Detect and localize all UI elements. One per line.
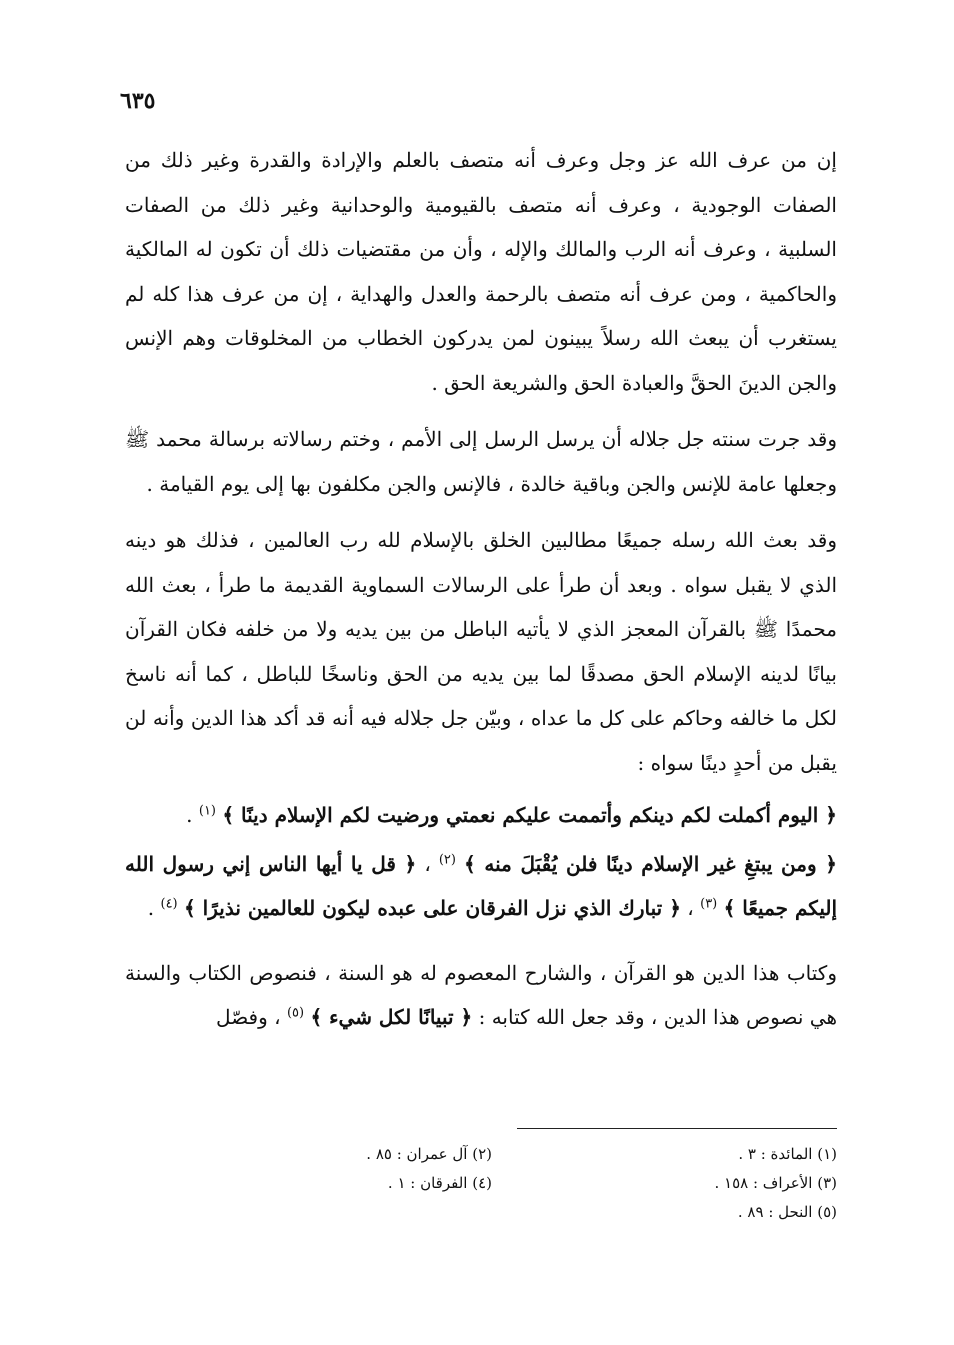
quran-verse: ﴿ تبارك الذي نزل الفرقان على عبده ليكون للعالمين نذيرًا ﴾ — [183, 896, 681, 920]
footnote-ref[interactable]: (٥) — [286, 1005, 305, 1021]
footnote-ref[interactable]: (١) — [198, 803, 216, 819]
paragraph-5 — [125, 951, 837, 1040]
paragraph-5-end: ، وفصّل — [216, 1005, 287, 1029]
footnote-ref[interactable]: (٤) — [160, 896, 178, 912]
paragraph-2: وقد جرت سنته جل جلاله أن يرسل الرسل إلى الأمم ، وختم رسالاته برسالة محمد ﷺ وجعلها عامة للإنس والجن وباقية خالدة ، فالإنس والجن مكلفون بها إلى يوم القيامة . — [125, 427, 837, 496]
punctuation: . — [186, 803, 199, 827]
footnote-ref[interactable]: (٣) — [700, 896, 718, 912]
verse-paragraph-2 — [125, 842, 837, 931]
paragraph-1: إن من عرف الله عز وجل وعرف أنه متصف بالعلم والإرادة والقدرة وغير ذلك من الصفات الوجودية ، وعرف أنه متصف بالقيومية والوحدانية وغير ذلك من الصفات السلبية ، وعرف أنه الرب والمالك والإله ، وأن من مقتضيات ذلك أن تكون له المالكية والحاكمية ، ومن عرف أنه متصف بالرحمة والعدل والهداية ، إن من عرف هذا كله لم يستغرب أن يبعث الله رسلاً يبينون لمن يدركون الخطاب من المخلوقات وهم الإنس والجن الدينَ الحقَّ والعبادة الحق والشريعة الحق . — [125, 148, 837, 395]
quran-verse: ﴿ اليوم أكملت لكم دينكم وأتممت عليكم نعمتي ورضيت لكم الإسلام دينًا ﴾ — [222, 803, 837, 827]
page-number: ٦٣٥ — [120, 88, 156, 114]
main-text — [125, 138, 837, 1040]
separator: ، — [416, 851, 439, 876]
footnote-item: (٣) الأعراف : ١٥٨ . — [714, 1174, 837, 1192]
footnote-item: (٤) الفرقان : ١ . — [387, 1174, 492, 1192]
footnote-ref[interactable]: (٢) — [438, 851, 456, 867]
separator: ، — [680, 896, 701, 920]
paragraph-3: وقد بعث الله رسله جميعًا مطالبين الخلق بالإسلام لله رب العالمين ، فذلك هو دينه الذي لا يقبل سواه . وبعد أن طرأ على الرسالات السماوية القديمة ما طرأ ، بعث الله محمدًا ﷺ بالقرآن المعجز الذي لا يأتيه الباطل من بين يديه ولا من خلفه فكان القرآن بيانًا لدينه الإسلام الحق مصدقًا لما بين يديه من الحق وناسخًا للباطل ، كما أنه ناسخ لكل ما خالفه وحاكم على كل ما عداه ، وبيّن جل جلاله فيه أنه قد أكد هذا الدين وأنه لن يقبل من أحدٍ دينًا سواه : — [125, 528, 837, 775]
footnote-item: (٥) النحل : ٨٩ . — [737, 1203, 837, 1221]
footnote-divider — [517, 1128, 837, 1129]
footnote-row — [125, 1198, 837, 1227]
punctuation: . — [147, 896, 161, 920]
footnote-row — [125, 1140, 837, 1169]
footnote-row — [125, 1169, 837, 1198]
footnotes — [125, 1140, 837, 1227]
verse-paragraph-1 — [125, 793, 837, 838]
paragraph-5-start: وكتاب هذا الدين هو القرآن ، والشارح المعصوم له هو السنة ، فنصوص الكتاب والسنة هي نصوص هذا الدين ، وقد جعل الله كتابه : — [125, 960, 837, 1029]
footnote-item: (١) المائدة : ٣ . — [738, 1145, 837, 1163]
quran-verse: ﴿ قل يا أيها الناس إني رسول الله إليكم جميعًا ﴾ — [125, 851, 837, 920]
quran-verse: ﴿ ومن يبتغِ غير الإسلام دينًا فلن يُقْبَلَ منه ﴾ — [464, 851, 838, 876]
footnote-item: (٢) آل عمران : ٨٥ . — [366, 1145, 492, 1163]
quran-verse: ﴿ تبيانًا لكل شيء ﴾ — [310, 1005, 473, 1029]
